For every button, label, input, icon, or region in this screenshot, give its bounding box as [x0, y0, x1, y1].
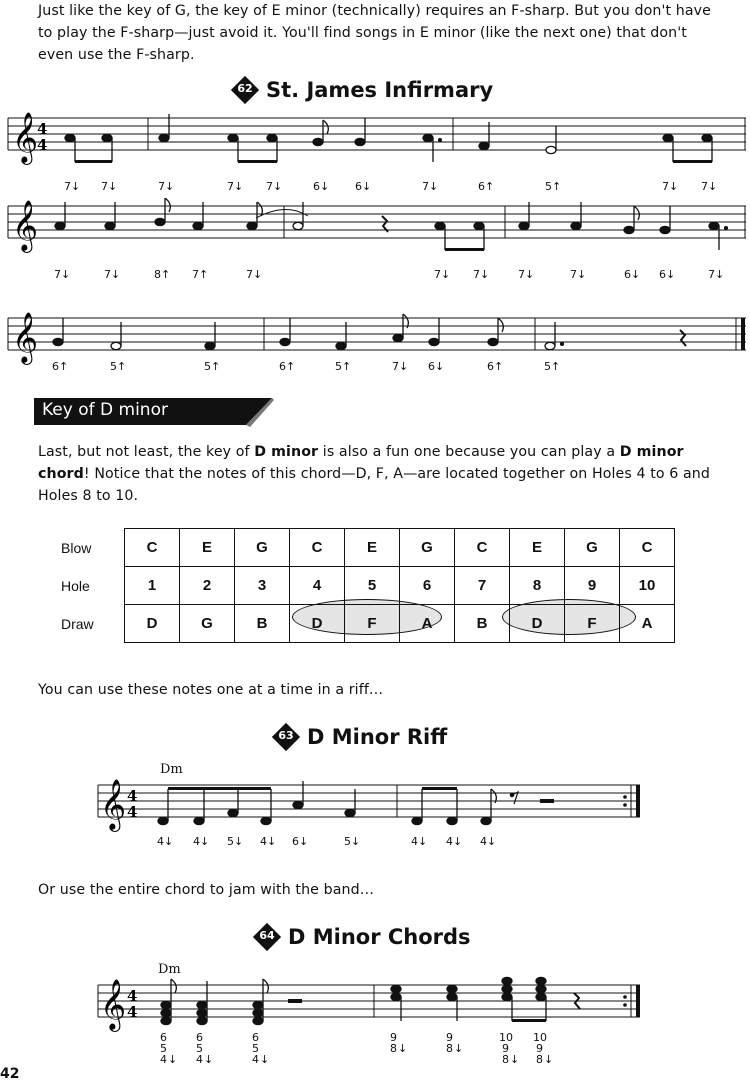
tab-mark: 6↑ — [279, 360, 296, 373]
tab-mark: 7↓ — [104, 268, 121, 281]
svg-text:↓: ↓ — [398, 1042, 408, 1055]
tab-mark: 7↓ — [662, 180, 679, 193]
chart-cell: G — [400, 529, 455, 567]
svg-text:4: 4 — [37, 136, 48, 154]
tab-mark: 7↓ — [422, 180, 439, 193]
tab-mark: 4↓ — [446, 835, 463, 848]
tab-mark: 7↓ — [708, 268, 725, 281]
chart-cell: F — [565, 605, 620, 643]
svg-text:↓: ↓ — [204, 1053, 214, 1066]
tab-mark: 6↓ — [624, 268, 641, 281]
page-number: 42 — [0, 1066, 20, 1082]
song-64-title-row — [254, 924, 471, 950]
tab-mark: 6↓ — [313, 180, 330, 193]
tab-mark: 7↓ — [54, 268, 71, 281]
chart-cell: A — [400, 605, 455, 643]
chart-cell: 9 — [565, 567, 620, 605]
tab-mark: 4↓ — [411, 835, 428, 848]
chart-cell: C — [620, 529, 675, 567]
tab-mark: 4↓ — [480, 835, 497, 848]
song-title: D Minor Chords — [288, 925, 471, 949]
chart-cell: E — [180, 529, 235, 567]
chart-cell: F — [345, 605, 400, 643]
chart-cell: C — [125, 529, 180, 567]
tab-mark: 6↑ — [487, 360, 504, 373]
tab-mark: 7↓ — [570, 268, 587, 281]
chart-cell: 7 — [455, 567, 510, 605]
chart-cell: D — [290, 605, 345, 643]
chart-cell: 2 — [180, 567, 235, 605]
tab-mark: 5↑ — [335, 360, 352, 373]
svg-text:4: 4 — [127, 1003, 138, 1021]
chart-cell: 3 — [235, 567, 290, 605]
tab-mark: 7↓ — [64, 180, 81, 193]
staff-row-2 — [0, 198, 750, 290]
tab-mark: 7↓ — [246, 268, 263, 281]
tab-mark: 5↑ — [544, 360, 561, 373]
dminor-paragraph: Last, but not least, the key of D minor is also a fun one because you can play a D minor chord! Notice that the notes of this chord—D, F, A—are located together on Holes 4 to 6 and Holes 8 to 10. — [38, 444, 710, 504]
chords-staff — [0, 955, 750, 1070]
chord-highlight-holes-8-10 — [502, 599, 636, 635]
svg-text:4: 4 — [127, 787, 138, 805]
tab-mark: 7↓ — [266, 180, 283, 193]
svg-text:5: 5 — [160, 1042, 167, 1055]
svg-text:6: 6 — [196, 1031, 203, 1044]
chart-cell: C — [290, 529, 345, 567]
tab-mark: 4↓ — [260, 835, 277, 848]
svg-text:8: 8 — [536, 1053, 543, 1066]
song-number-badge: 62 — [232, 77, 258, 103]
tab-mark: 5↓ — [227, 835, 244, 848]
tab-mark: 6↓ — [659, 268, 676, 281]
tab-mark: 7↓ — [701, 180, 718, 193]
song-number-badge: 63 — [273, 724, 299, 750]
tab-mark: 5↑ — [204, 360, 221, 373]
chart-cell: D — [510, 605, 565, 643]
svg-text:8: 8 — [390, 1042, 397, 1055]
staff-row-3 — [0, 288, 750, 378]
svg-text:8: 8 — [502, 1053, 509, 1066]
intro-paragraph: Just like the key of G, the key of E minor (technically) requires an F-sharp. But you don't have to play the F-sharp—just avoid it. You'll find songs in E minor (like the next one) that don't even use the F-sharp. — [38, 3, 711, 63]
tab-mark: 5↓ — [344, 835, 361, 848]
song-62-title-row — [232, 77, 493, 103]
section-title: Key of D minor — [42, 400, 168, 420]
chart-cell: E — [510, 529, 565, 567]
svg-text:4: 4 — [196, 1053, 203, 1066]
staff-row-1 — [0, 110, 750, 200]
song-63-title-row — [273, 724, 447, 750]
chart-cell: 6 — [400, 567, 455, 605]
svg-text:10: 10 — [533, 1031, 547, 1044]
chart-cell: E — [345, 529, 400, 567]
tab-mark: 5↑ — [545, 180, 562, 193]
song-title: St. James Infirmary — [266, 78, 494, 102]
tab-mark: 7↓ — [473, 268, 490, 281]
svg-text:8: 8 — [446, 1042, 453, 1055]
chart-cell: 1 — [125, 567, 180, 605]
svg-text:9: 9 — [446, 1031, 453, 1044]
song-title: D Minor Riff — [307, 725, 448, 749]
svg-text:5: 5 — [252, 1042, 259, 1055]
svg-text:↓: ↓ — [454, 1042, 464, 1055]
chord-intro: Or use the entire chord to jam with the band… — [38, 882, 374, 898]
svg-text:6: 6 — [160, 1031, 167, 1044]
chart-cell: A — [620, 605, 675, 643]
svg-text:𝄞: 𝄞 — [100, 979, 127, 1030]
tab-mark: 7↓ — [227, 180, 244, 193]
chart-cell: B — [235, 605, 290, 643]
chart-cell: G — [565, 529, 620, 567]
tab-mark: 6↓ — [292, 835, 309, 848]
svg-text:4: 4 — [127, 803, 138, 821]
svg-text:𝄞: 𝄞 — [100, 779, 127, 830]
svg-text:𝄞: 𝄞 — [12, 200, 39, 251]
svg-text:↓: ↓ — [168, 1053, 178, 1066]
chord-symbol: Dm — [160, 762, 183, 777]
row-label: Blow — [61, 539, 92, 556]
chart-cell: G — [180, 605, 235, 643]
chord-tab-stacks — [160, 1031, 553, 1066]
riff-staff — [0, 755, 750, 855]
tab-mark: 6↓ — [355, 180, 372, 193]
tab-mark: 6↑ — [52, 360, 69, 373]
chord-symbol: Dm — [158, 962, 181, 977]
row-label: Draw — [61, 615, 94, 632]
tab-mark: 7↓ — [392, 360, 409, 373]
svg-text:↓: ↓ — [510, 1053, 520, 1066]
chart-cell: D — [125, 605, 180, 643]
svg-text:4: 4 — [127, 987, 138, 1005]
svg-text:9: 9 — [390, 1031, 397, 1044]
tab-mark: 7↓ — [434, 268, 451, 281]
row-label: Hole — [61, 577, 90, 594]
svg-text:9: 9 — [502, 1042, 509, 1055]
svg-text:4: 4 — [252, 1053, 259, 1066]
chart-cell: 4 — [290, 567, 345, 605]
treble-clef: 𝄞 — [12, 112, 39, 163]
chart-cell: C — [455, 529, 510, 567]
tab-mark: 7↓ — [158, 180, 175, 193]
svg-text:5: 5 — [196, 1042, 203, 1055]
chart-cell: G — [235, 529, 290, 567]
chart-cell: 5 — [345, 567, 400, 605]
svg-text:𝄞: 𝄞 — [12, 312, 39, 363]
tab-mark: 8↑ — [154, 268, 171, 281]
chart-cell: 8 — [510, 567, 565, 605]
tab-mark: 7↓ — [101, 180, 118, 193]
riff-intro: You can use these notes one at a time in a riff… — [38, 682, 384, 698]
svg-text:6: 6 — [252, 1031, 259, 1044]
tab-mark: 7↓ — [518, 268, 535, 281]
blow-row — [60, 529, 675, 567]
tab-mark: 5↑ — [110, 360, 127, 373]
svg-text:↓: ↓ — [544, 1053, 554, 1066]
chart-cell: B — [455, 605, 510, 643]
svg-text:4: 4 — [37, 120, 48, 138]
chart-cell: 10 — [620, 567, 675, 605]
svg-text:9: 9 — [536, 1042, 543, 1055]
song-number-badge: 64 — [254, 924, 280, 950]
tab-mark: 4↓ — [193, 835, 210, 848]
svg-text:↓: ↓ — [260, 1053, 270, 1066]
tab-mark: 4↓ — [157, 835, 174, 848]
chord-highlight-holes-4-6 — [292, 599, 442, 635]
section-header — [34, 398, 272, 425]
svg-text:10: 10 — [499, 1031, 513, 1044]
svg-text:4: 4 — [160, 1053, 167, 1066]
tab-mark: 6↓ — [428, 360, 445, 373]
tab-mark: 7↑ — [192, 268, 209, 281]
tab-mark: 6↑ — [478, 180, 495, 193]
